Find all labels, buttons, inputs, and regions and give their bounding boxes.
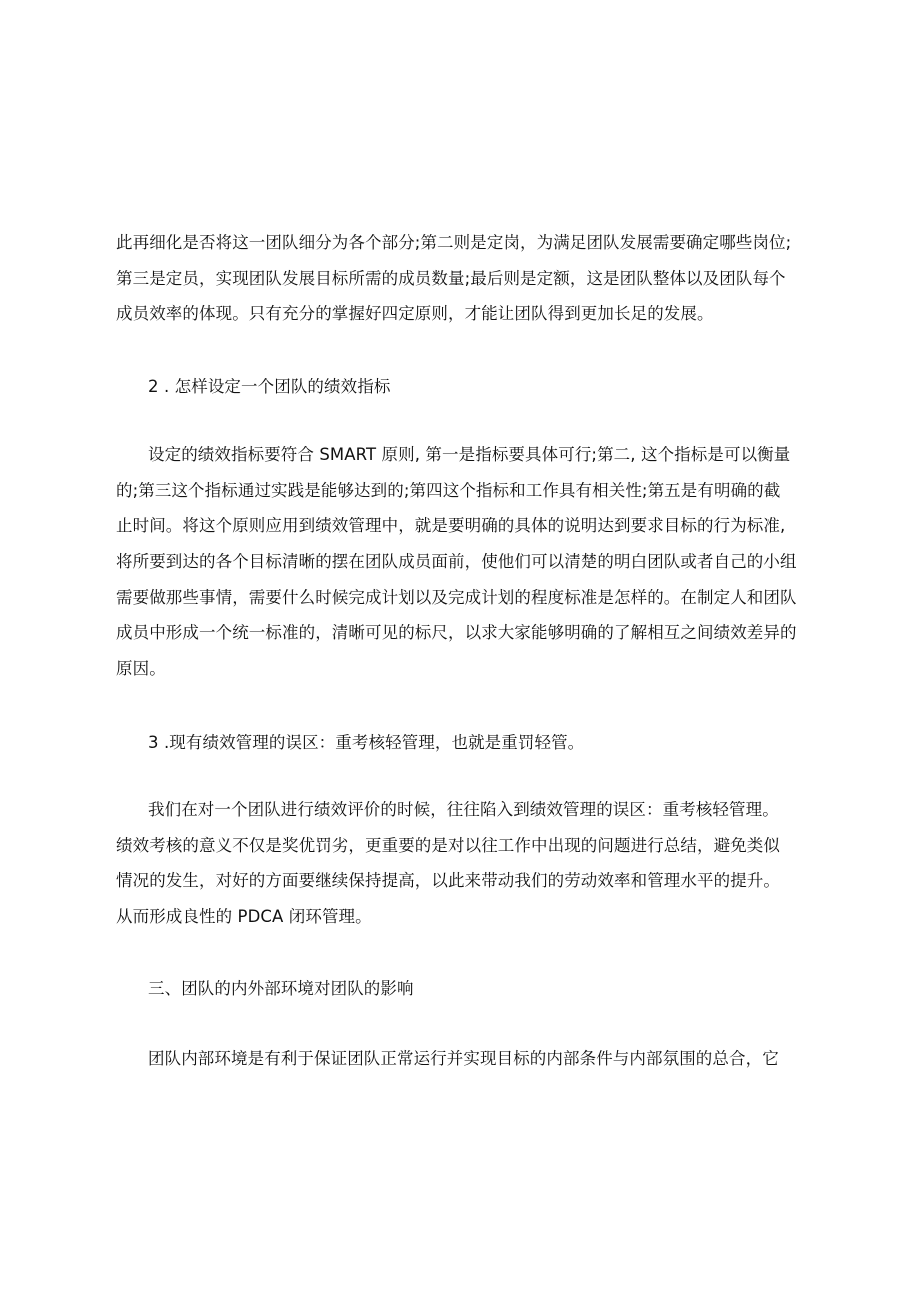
- body-text-line: 此再细化是否将这一团队细分为各个部分;第二则是定岗，为满足团队发展需要确定哪些岗位;: [116, 233, 792, 252]
- body-text-line: 设定的绩效指标要符合 SMART 原则, 第一是指标要具体可行;第二, 这个指标是可以衡量: [148, 445, 791, 464]
- subsection-heading-3: 3 .现有绩效管理的误区：重考核轻管理，也就是重罚轻管。: [148, 733, 585, 752]
- body-text-line: 从而形成良性的 PDCA 闭环管理。: [116, 907, 372, 926]
- body-text-line: 止时间。将这个原则应用到绩效管理中，就是要明确的具体的说明达到要求目标的行为标准,: [116, 516, 786, 535]
- body-text-line: 情况的发生，对好的方面要继续保持提高，以此来带动我们的劳动效率和管理水平的提升。: [116, 871, 780, 890]
- section-heading: 三、团队的内外部环境对团队的影响: [148, 979, 414, 998]
- body-text-line: 我们在对一个团队进行绩效评价的时候，往往陷入到绩效管理的误区：重考核轻管理。: [148, 800, 779, 819]
- body-text-line: 绩效考核的意义不仅是奖优罚劣，更重要的是对以往工作中出现的问题进行总结，避免类似: [116, 836, 780, 855]
- body-text-line: 将所要到达的各个目标清晰的摆在团队成员面前，使他们可以清楚的明白团队或者自己的小组: [116, 552, 797, 571]
- body-text-line: 原因。: [116, 659, 166, 678]
- body-text-line: 第三是定员，实现团队发展目标所需的成员数量;最后则是定额，这是团队整体以及团队每个: [116, 269, 786, 288]
- body-text-line: 成员效率的体现。只有充分的掌握好四定原则，才能让团队得到更加长足的发展。: [116, 304, 714, 323]
- body-text-line: 成员中形成一个统一标准的，清晰可见的标尺，以求大家能够明确的了解相互之间绩效差异的: [116, 623, 797, 642]
- subsection-heading-2: 2 . 怎样设定一个团队的绩效指标: [148, 377, 391, 396]
- body-text-line: 的;第三这个指标通过实践是能够达到的;第四这个指标和工作具有相关性;第五是有明确的截: [116, 481, 781, 500]
- body-text-line: 团队内部环境是有利于保证团队正常运行并实现目标的内部条件与内部氛围的总合，它: [148, 1049, 779, 1068]
- body-text-line: 需要做那些事情，需要什么时候完成计划以及完成计划的程度标准是怎样的。在制定人和团队: [116, 588, 797, 607]
